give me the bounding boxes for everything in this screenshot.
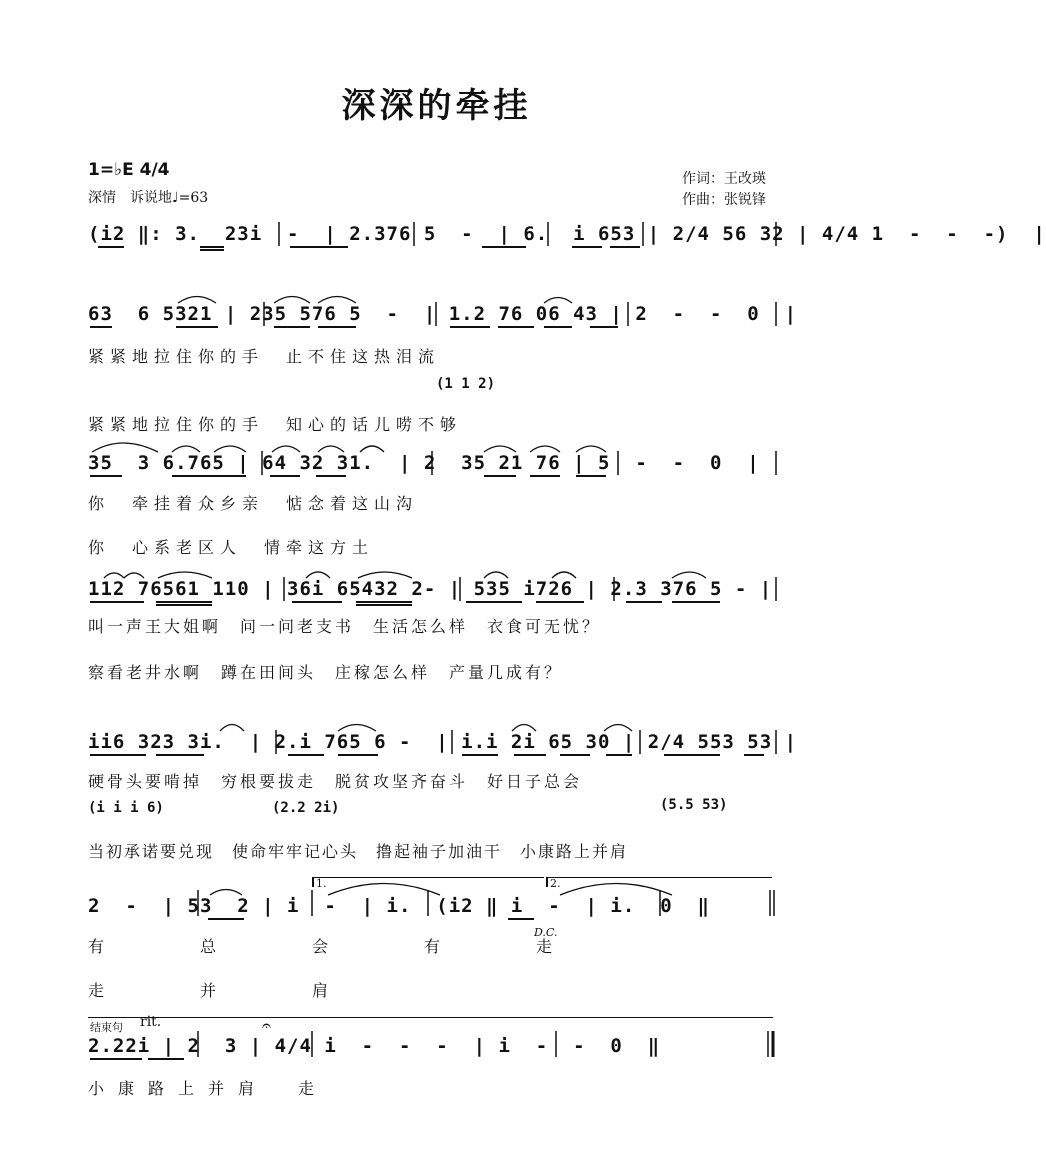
slur [214, 446, 246, 452]
second-ending-label: 2. [550, 877, 561, 890]
lyric-line-6: 察看老井水啊 蹲在田间头 庄稼怎么样 产量几成有？ [88, 663, 564, 682]
notation-row-1: (i2 ‖: 3. 23i - | 2.376 5 - | 6. i 653 | 2/4 56 32 | 4/4 1 - - -) | [88, 223, 1046, 245]
slur [104, 573, 124, 578]
slur [530, 446, 560, 452]
slur [560, 884, 672, 896]
notation-row-7: 2.22i | 2 3 | 4/4 i - - - | i - - 0 ‖ [88, 1035, 661, 1057]
rit-marking: rit. [140, 1014, 162, 1030]
tempo-marking: 深情 诉说地♩=63 [88, 190, 209, 206]
slur [272, 446, 300, 452]
slur [358, 572, 412, 578]
slur [328, 884, 440, 896]
lyric-line-5: 叫一声王大姐啊 问一问老支书 生活怎么样 衣食可无忧？ [88, 617, 602, 636]
slur [220, 725, 244, 732]
lyric-line-7: 硬骨头要啃掉 穷根要拔走 脱贫攻坚齐奋斗 好日子总会 [88, 772, 583, 791]
lyric-line-10: 走 并 肩 [88, 981, 369, 1000]
slur [124, 573, 144, 578]
lyric-line-8: 当初承诺要兑现 使命牢牢记心头 撸起袖子加油干 小康路上并肩 [88, 842, 629, 861]
lyricist-credit: 作词：王改瑛 [682, 171, 766, 187]
slur [306, 572, 330, 578]
slur [576, 446, 606, 452]
slur [484, 446, 516, 452]
notation-row-3: 35 3 6.765 | 64 32 31. | 2 35 21 76 | 5 - - 0 | [88, 452, 760, 474]
slur [210, 890, 242, 896]
variant-notes-3: (2.2 2i) [272, 800, 340, 816]
slur [178, 297, 216, 304]
lyric-line-2: 紧紧地拉住你的手 知心的话儿唠不够 [88, 415, 463, 434]
lyric-line-9: 有 总 会 有 走 [88, 937, 593, 956]
slur [512, 725, 536, 732]
dc-marking: D.C. [534, 926, 558, 939]
slur [318, 446, 344, 452]
slur [544, 298, 572, 304]
lyric-line-4: 你 心系老区人 情牵这方土 [88, 538, 375, 557]
slur [158, 572, 212, 578]
notation-row-6: 2 - | 53 2 | i - | i. (i2 ‖ i - | i. 0 ‖ [88, 895, 710, 917]
slur [484, 572, 508, 578]
composer-credit: 作曲：张锐锋 [682, 192, 766, 208]
slur [318, 297, 356, 304]
variant-notes-1: (1 1 2) [436, 376, 496, 392]
page-title: 深深的牵挂 [341, 86, 532, 126]
first-ending-label: 1. [316, 877, 327, 890]
lyric-line-11: 小康路上并肩 走 [88, 1079, 329, 1098]
slur [672, 572, 706, 578]
notation-row-5: ii6 323 3i. | 2.i 765 6 - | i.i 2i 65 30 | 2/4 553 53 | [88, 731, 798, 753]
slur [360, 446, 384, 452]
slur [274, 297, 310, 304]
fermata-mark: 𝄐 [262, 1016, 271, 1035]
slur [172, 446, 200, 452]
notation-row-4: 112 76561 110 | 36i 65432 2- | 535 i726 | 2.3 376 5 - | [88, 578, 773, 600]
slur [604, 725, 632, 732]
end-phrase-label: 结束句 [90, 1021, 123, 1034]
variant-notes-4: (5.5 53) [660, 797, 728, 813]
slur [92, 443, 158, 452]
slur [552, 572, 576, 578]
slur [338, 725, 376, 732]
lyric-line-3: 你 牵挂着众乡亲 惦念着这山沟 [88, 494, 419, 513]
key-signature: 1=♭E 4/4 [88, 160, 170, 180]
variant-notes-2: (i i i 6) [88, 800, 164, 816]
notation-row-2: 63 6 5321 | 235 576 5 - | 1.2 76 06 43 | 2 - - 0 | [88, 303, 798, 325]
lyric-line-1: 紧紧地拉住你的手 止不住这热泪流 [88, 347, 441, 366]
